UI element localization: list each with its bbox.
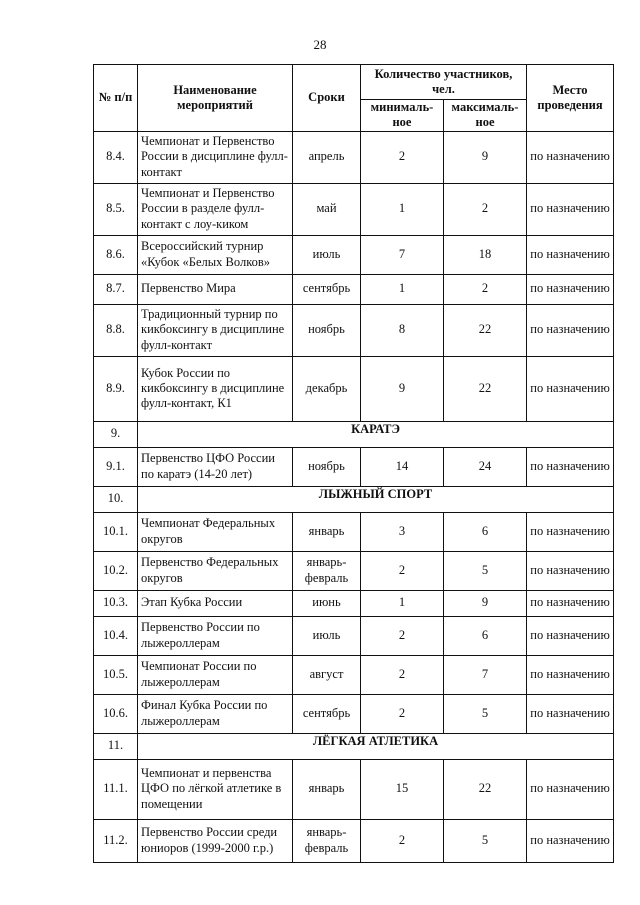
participants-max: 24 (444, 447, 527, 486)
participants-max: 5 (444, 551, 527, 590)
participants-min: 1 (361, 183, 444, 235)
header-max: максималь-ное (444, 100, 527, 132)
event-place: по назначению (527, 356, 614, 421)
event-name: Чемпионат и Первенство России в дисциплине фулл-контакт (138, 131, 293, 183)
participants-min: 2 (361, 131, 444, 183)
events-table (93, 64, 614, 863)
row-number: 8.7. (94, 274, 138, 304)
table-row (94, 183, 614, 235)
event-name: Чемпионат Федеральных округов (138, 512, 293, 551)
row-number: 8.9. (94, 356, 138, 421)
row-number: 11.2. (94, 819, 138, 862)
event-dates: ноябрь (293, 447, 361, 486)
event-dates: сентябрь (293, 694, 361, 733)
event-place: по назначению (527, 274, 614, 304)
event-dates: январь-февраль (293, 819, 361, 862)
event-name: Всероссийский турнир «Кубок «Белых Волков» (138, 235, 293, 274)
table-row (94, 304, 614, 356)
participants-max: 18 (444, 235, 527, 274)
row-number: 8.4. (94, 131, 138, 183)
event-name: Первенство ЦФО России по каратэ (14-20 лет) (138, 447, 293, 486)
section-title: ЛЁГКАЯ АТЛЕТИКА (138, 733, 614, 759)
header-place: Место проведения (527, 65, 614, 132)
event-name: Кубок России по кикбоксингу в дисциплине фулл-контакт, К1 (138, 356, 293, 421)
table-row (94, 235, 614, 274)
event-place: по назначению (527, 590, 614, 616)
event-place: по назначению (527, 819, 614, 862)
header-name: Наименование мероприятий (138, 65, 293, 132)
participants-min: 8 (361, 304, 444, 356)
participants-min: 1 (361, 274, 444, 304)
row-number: 11. (94, 733, 138, 759)
participants-max: 6 (444, 616, 527, 655)
participants-min: 7 (361, 235, 444, 274)
participants-max: 6 (444, 512, 527, 551)
row-number: 10.1. (94, 512, 138, 551)
event-name: Первенство России по лыжероллерам (138, 616, 293, 655)
event-name: Традиционный турнир по кикбоксингу в дисциплине фулл-контакт (138, 304, 293, 356)
event-place: по назначению (527, 235, 614, 274)
table-row (94, 447, 614, 486)
row-number: 10. (94, 486, 138, 512)
event-place: по назначению (527, 183, 614, 235)
event-dates: июль (293, 616, 361, 655)
participants-min: 2 (361, 616, 444, 655)
row-number: 9. (94, 421, 138, 447)
event-dates: ноябрь (293, 304, 361, 356)
participants-min: 3 (361, 512, 444, 551)
participants-max: 22 (444, 356, 527, 421)
table-header (94, 65, 614, 132)
participants-min: 2 (361, 551, 444, 590)
event-name: Финал Кубка России по лыжероллерам (138, 694, 293, 733)
participants-max: 2 (444, 183, 527, 235)
event-place: по назначению (527, 551, 614, 590)
row-number: 8.6. (94, 235, 138, 274)
event-dates: январь (293, 512, 361, 551)
event-place: по назначению (527, 759, 614, 819)
table-row (94, 694, 614, 733)
table-row (94, 356, 614, 421)
row-number: 8.5. (94, 183, 138, 235)
row-number: 8.8. (94, 304, 138, 356)
event-name: Первенство России среди юниоров (1999-2000 г.р.) (138, 819, 293, 862)
participants-max: 9 (444, 590, 527, 616)
section-row (94, 486, 614, 512)
event-dates: август (293, 655, 361, 694)
header-min: минималь-ное (361, 100, 444, 132)
event-name: Первенство Федеральных округов (138, 551, 293, 590)
participants-min: 2 (361, 655, 444, 694)
participants-max: 7 (444, 655, 527, 694)
participants-max: 5 (444, 694, 527, 733)
participants-min: 15 (361, 759, 444, 819)
event-place: по назначению (527, 304, 614, 356)
table-row (94, 131, 614, 183)
header-num: № п/п (94, 65, 138, 132)
header-dates: Сроки (293, 65, 361, 132)
event-name: Первенство Мира (138, 274, 293, 304)
section-title: КАРАТЭ (138, 421, 614, 447)
participants-min: 9 (361, 356, 444, 421)
page-number: 28 (313, 37, 327, 52)
event-dates: июль (293, 235, 361, 274)
event-place: по назначению (527, 616, 614, 655)
table-row (94, 551, 614, 590)
participants-min: 2 (361, 819, 444, 862)
row-number: 10.6. (94, 694, 138, 733)
participants-max: 22 (444, 304, 527, 356)
row-number: 10.4. (94, 616, 138, 655)
event-dates: сентябрь (293, 274, 361, 304)
participants-max: 9 (444, 131, 527, 183)
event-dates: май (293, 183, 361, 235)
participants-min: 1 (361, 590, 444, 616)
section-row (94, 733, 614, 759)
table-row (94, 616, 614, 655)
row-number: 10.2. (94, 551, 138, 590)
table-body (94, 131, 614, 862)
event-place: по назначению (527, 447, 614, 486)
header-count: Количество участников, чел. (361, 65, 527, 100)
participants-min: 2 (361, 694, 444, 733)
event-place: по назначению (527, 655, 614, 694)
table-row (94, 759, 614, 819)
event-dates: январь-февраль (293, 551, 361, 590)
event-dates: апрель (293, 131, 361, 183)
participants-max: 22 (444, 759, 527, 819)
event-name: Чемпионат и первенства ЦФО по лёгкой атлетике в помещении (138, 759, 293, 819)
row-number: 9.1. (94, 447, 138, 486)
section-title: ЛЫЖНЫЙ СПОРТ (138, 486, 614, 512)
table-row (94, 512, 614, 551)
table-row (94, 655, 614, 694)
event-dates: июнь (293, 590, 361, 616)
event-dates: январь (293, 759, 361, 819)
event-place: по назначению (527, 131, 614, 183)
section-row (94, 421, 614, 447)
participants-min: 14 (361, 447, 444, 486)
row-number: 11.1. (94, 759, 138, 819)
event-place: по назначению (527, 694, 614, 733)
event-name: Чемпионат России по лыжероллерам (138, 655, 293, 694)
participants-max: 5 (444, 819, 527, 862)
table-row (94, 819, 614, 862)
participants-max: 2 (444, 274, 527, 304)
event-name: Этап Кубка России (138, 590, 293, 616)
row-number: 10.3. (94, 590, 138, 616)
event-dates: декабрь (293, 356, 361, 421)
table-row (94, 274, 614, 304)
event-name: Чемпионат и Первенство России в разделе фулл-контакт с лоу-киком (138, 183, 293, 235)
event-place: по назначению (527, 512, 614, 551)
table-row (94, 590, 614, 616)
row-number: 10.5. (94, 655, 138, 694)
